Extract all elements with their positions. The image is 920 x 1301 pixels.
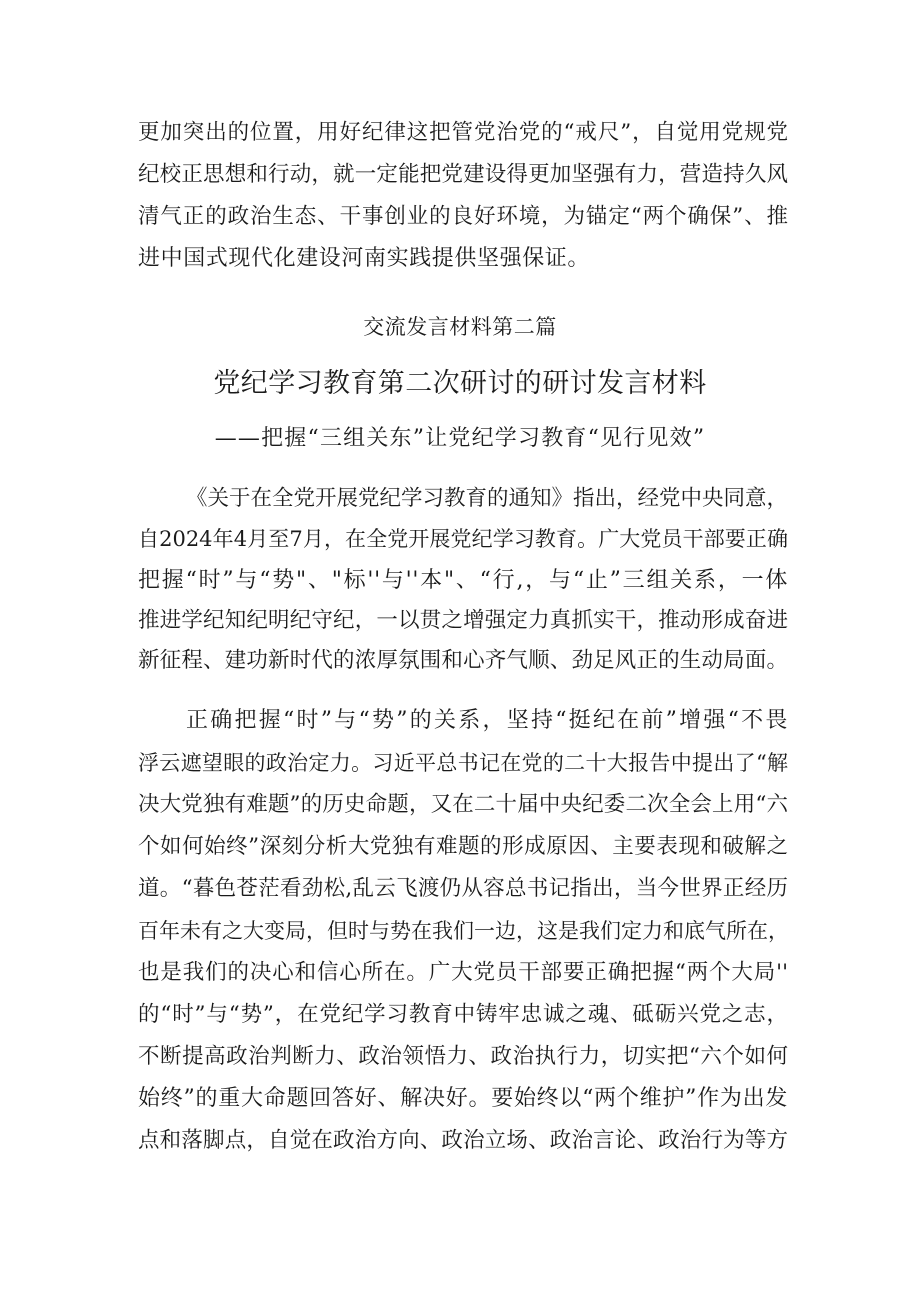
text-line: 进中国式现代化建设河南实践提供坚强保证。 (138, 246, 591, 271)
text-line: 把握“时”与“势"、"标''与''本"、“行,，与“止”三组关系，一体 (138, 568, 788, 593)
text-line: 浮云遮望眼的政治定力。习近平总书记在党的二十大报告中提出了“解 (138, 751, 788, 775)
text-line: 新征程、建功新时代的浓厚氛围和心齐气顺、劲足风正的生动局面。 (138, 648, 788, 673)
text-line: 百年未有之大变局，但时与势在我们一边，这是我们定力和底气所在， (138, 919, 789, 943)
text-line: 《关于在全党开展党纪学习教育的通知》指出，经党中央同意， (186, 486, 789, 511)
text-line: 的“时”与“势”，在党纪学习教育中铸牢忠诚之魂、砥砺兴党之志， (138, 1002, 788, 1027)
text-line: 不断提高政治判断力、政治领悟力、政治执行力，切实把“六个如何 (138, 1044, 788, 1069)
text-line: 正确把握“时”与“势”的关系，坚持“挺纪在前”增强“不畏 (186, 708, 788, 733)
text-line: 始终”的重大命题回答好、解决好。要始终以“两个维护”作为出发 (138, 1086, 788, 1111)
text-line: 道。“暮色苍茫看劲松,乱云飞渡仍从容总书记指出，当今世界正经历 (138, 876, 788, 901)
text-line: 点和落脚点，自觉在政治方向、政治立场、政治言论、政治行为等方 (138, 1128, 788, 1153)
text-line: 自2024年4月至7月，在全党开展党纪学习教育。广大党员干部要正确 (138, 527, 788, 551)
text-line: 决大党独有难题”的历史命题，又在二十届中央纪委二次全会上用“六 (138, 792, 788, 817)
section-label: 交流发言材料第二篇 (363, 315, 557, 339)
text-line: 也是我们的决心和信心所在。广大党员干部要正确把握“两个大局'' (138, 960, 788, 985)
document-subtitle: ——把握“三组关东”让党纪学习教育“见行见效” (214, 426, 706, 451)
text-line: 纪校正思想和行动，就一定能把党建设得更加坚强有力，营造持久风 (138, 162, 788, 187)
text-line: 推进学纪知纪明纪守纪，一以贯之增强定力真抓实干，推动形成奋进 (138, 608, 788, 633)
text-line: 清气正的政治生态、干事创业的良好环境，为锚定“两个确保”、推 (138, 204, 788, 229)
document-title: 党纪学习教育第二次研讨的研讨发言材料 (213, 368, 707, 399)
text-line: 更加突出的位置，用好纪律这把管党治党的“戒尺”，自觉用党规党 (138, 120, 788, 145)
text-line: 个如何始终”深刻分析大党独有难题的形成原因、主要表现和破解之 (138, 834, 788, 859)
